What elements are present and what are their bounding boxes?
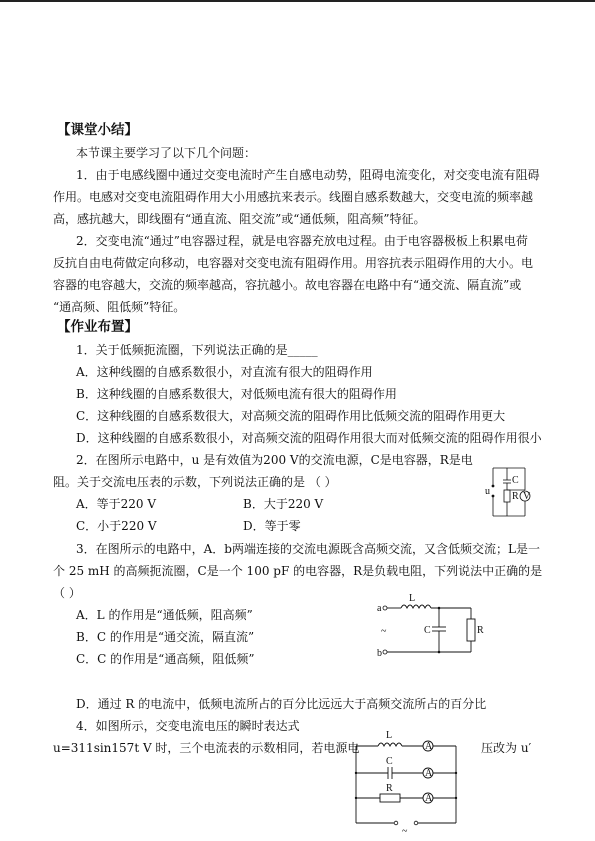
q1-option-d: D．这种线圈的自感系数很小，对高频交流的阻碍作用很大而对低频交流的阻碍作用很小 — [76, 431, 542, 445]
q4-circuit-diagram — [352, 728, 464, 836]
summary-heading: 【课堂小结】 — [57, 122, 138, 138]
q3-option-b: B．C 的作用是“通交流，隔直流” — [76, 630, 255, 644]
q3-label-b: b — [377, 648, 382, 659]
q3-label-r: R — [477, 625, 484, 636]
q1-stem: 1．关于低频扼流圈，下列说法正确的是_____ — [76, 343, 318, 357]
q3-option-a: A．L 的作用是“通低频，阻高频” — [76, 608, 253, 622]
q2-circuit-diagram — [485, 464, 540, 520]
q4-line2-left: u=311sin157t V 时，三个电流表的示数相同，若电源电 — [53, 741, 360, 755]
q3-label-l: L — [409, 593, 416, 604]
q1-option-a: A．这种线圈的自感系数很小，对直流有很大的阻碍作用 — [76, 365, 373, 379]
q2-label-v: V — [523, 491, 531, 502]
q4-ammeter-1-label: A — [425, 741, 433, 752]
q1-option-b: B．这种线圈的自感系数很大，对低频电流有很大的阻碍作用 — [76, 387, 397, 401]
q2-option-a: A．等于220 V — [76, 497, 157, 511]
q3-stem-line2: 个 25 mH 的高频扼流圈，C是一个 100 pF 的电容器，R是负载电阻，下列说法中正确的是 — [53, 564, 543, 578]
q2-label-c: C — [512, 475, 519, 486]
q2-option-b: B．大于220 V — [243, 497, 324, 511]
summary-intro: 本节课主要学习了以下几个问题： — [76, 146, 257, 160]
summary-p2-line2: 反抗自由电荷做定向移动，电容器对交变电流有阻碍作用。用容抗表示阻碍作用的大小。电 — [53, 256, 534, 270]
q1-option-c: C．这种线圈的自感系数很大，对高频交流的阻碍作用比低频交流的阻碍作用更大 — [76, 409, 506, 423]
q3-label-source: ~ — [381, 626, 387, 637]
homework-heading: 【作业布置】 — [57, 319, 138, 335]
q2-label-u: u — [485, 486, 490, 497]
q3-label-a: a — [377, 603, 382, 614]
summary-p1-line3: 高，感抗越大，即线圈有“通直流、阻交流”或“通低频，阻高频”特征。 — [53, 212, 426, 226]
q2-stem-line2: 阻。关于交流电压表的示数，下列说法正确的是 （ ） — [53, 475, 337, 489]
q4-line2-right: 压改为 u′ — [481, 741, 532, 755]
q4-stem: 4．如图所示，交变电流电压的瞬时表达式 — [76, 719, 300, 733]
q2-option-d: D．等于零 — [243, 519, 301, 533]
summary-p2-line4: “通高频、阻低频”特征。 — [53, 300, 186, 314]
q4-label-source: ~ — [402, 826, 408, 837]
q3-stem-line1: 3．在图所示的电路中，A．b两端连接的交流电源既含高频交流，又含低频交流；L是一 — [76, 542, 540, 556]
q3-circuit-diagram — [373, 594, 493, 660]
q4-ammeter-2-label: A — [425, 768, 433, 779]
q4-ammeter-3-label: A — [425, 793, 433, 804]
summary-p1-line1: 1．由于电感线圈中通过交变电流时产生自感电动势，阻碍电流变化，对交变电流有阻碍 — [76, 168, 540, 182]
q4-label-c: C — [386, 756, 393, 767]
page-top-rule — [0, 0, 595, 2]
q2-label-r: R — [512, 491, 519, 502]
q4-label-l: L — [386, 730, 393, 741]
q3-label-c: C — [424, 625, 431, 636]
q3-option-c: C．C 的作用是“通高频，阻低频” — [76, 652, 255, 666]
q3-option-d: D．通过 R 的电流中，低频电流所占的百分比远远大于高频交流所占的百分比 — [76, 697, 487, 711]
q3-stem-line3: （ ） — [53, 586, 81, 600]
q2-stem-line1: 2．在图所示电路中，u 是有效值为200 V的交流电源，C是电容器，R是电 — [76, 453, 473, 467]
q2-option-c: C．小于220 V — [76, 519, 157, 533]
summary-p2-line1: 2．交变电流“通过”电容器过程，就是电容器充放电过程。由于电容器极板上积累电荷 — [76, 234, 528, 248]
summary-p2-line3: 容器的电容越大，交流的频率越高，容抗越小。故电容器在电路中有“通交流、隔直流”或 — [53, 278, 522, 292]
summary-p1-line2: 作用。电感对交变电流阻碍作用大小用感抗来表示。线圈自感系数越大，交变电流的频率越 — [53, 190, 534, 204]
q4-label-r: R — [386, 783, 393, 794]
